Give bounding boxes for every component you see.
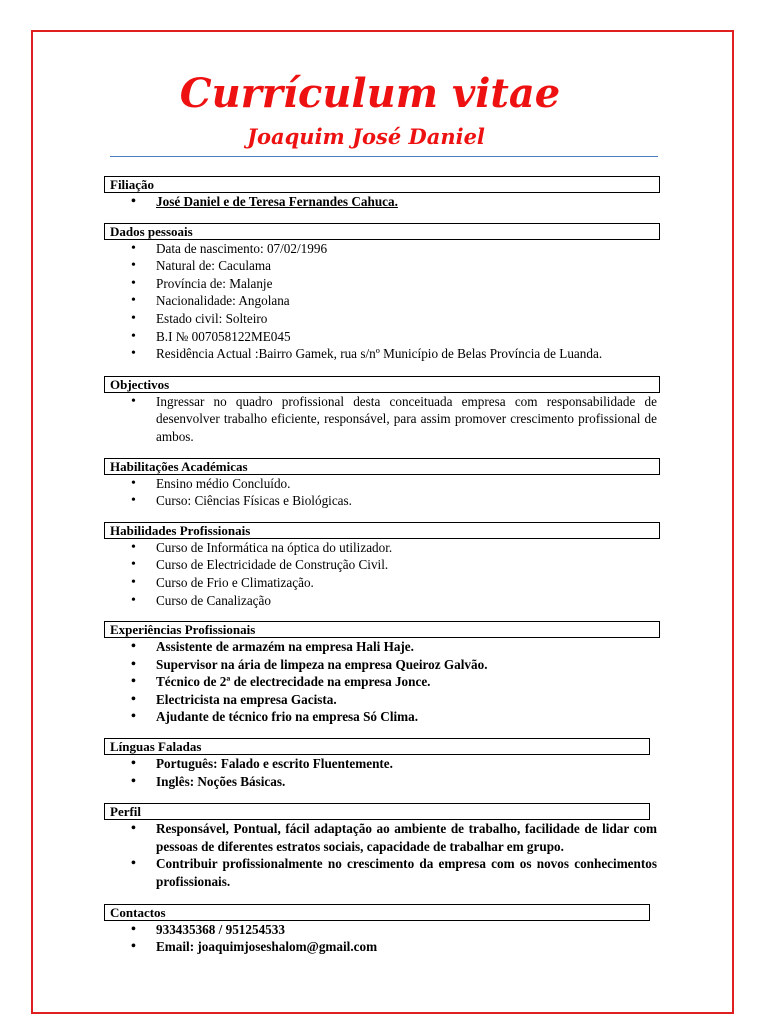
- title-divider: [110, 156, 658, 157]
- section-heading: Experiências Profissionais: [104, 621, 660, 638]
- section-objectivos: [104, 376, 660, 446]
- section-habilitacoes: [104, 458, 660, 510]
- filiacao-list: [104, 193, 660, 211]
- section-heading: Contactos: [104, 904, 650, 921]
- objectivos-list: [104, 393, 660, 446]
- list-item: • Curso de Canalização: [104, 592, 660, 610]
- list-item: • Electricista na empresa Gacista.: [104, 691, 660, 709]
- list-item: • Português: Falado e escrito Fluentemente.: [104, 755, 650, 773]
- list-item: • Ingressar no quadro profissional desta conceituada empresa com responsabilidade de desenvolver trabalho eficiente, responsável, para assim promover crescimento profissional de ambos.: [104, 393, 660, 446]
- list-item: • Contribuir profissionalmente no crescimento da empresa com os novos conhecimentos profissionais.: [104, 855, 660, 890]
- section-heading: Habilidades Profissionais: [104, 522, 660, 539]
- list-item: • Inglês: Noções Básicas.: [104, 773, 650, 791]
- section-heading: Línguas Faladas: [104, 738, 650, 755]
- list-item: • Ensino médio Concluído.: [104, 475, 660, 493]
- list-item: • Email: joaquimjoseshalom@gmail.com: [104, 938, 650, 956]
- section-dados-pessoais: [104, 223, 660, 363]
- document-title: Currículum vitae: [179, 70, 561, 117]
- dados-pessoais-list: [104, 240, 660, 363]
- list-item: • Província de: Malanje: [104, 275, 660, 293]
- section-perfil: [104, 803, 660, 890]
- list-item: • Natural de: Caculama: [104, 257, 660, 275]
- list-item: • Responsável, Pontual, fácil adaptação ao ambiente de trabalho, facilidade de lidar com pessoas de diferentes estratos sociais, capacidade de trabalhar em grupo.: [104, 820, 660, 855]
- list-item: • 933435368 / 951254533: [104, 921, 650, 939]
- list-item: • Ajudante de técnico frio na empresa Só Clima.: [104, 708, 660, 726]
- habilidades-list: [104, 539, 660, 609]
- perfil-list: [104, 820, 660, 890]
- list-item: • Curso de Electricidade de Construção Civil.: [104, 556, 660, 574]
- section-experiencias: [104, 621, 660, 726]
- list-item: • Data de nascimento: 07/02/1996: [104, 240, 660, 258]
- habilitacoes-list: [104, 475, 660, 510]
- list-item: • Nacionalidade: Angolana: [104, 292, 660, 310]
- candidate-name: Joaquim José Daniel: [247, 124, 485, 149]
- section-habilidades: [104, 522, 660, 609]
- section-heading: Habilitações Académicas: [104, 458, 660, 475]
- experiencias-list: [104, 638, 660, 726]
- section-contactos: [104, 904, 650, 956]
- list-item: • Supervisor na ária de limpeza na empresa Queiroz Galvão.: [104, 656, 660, 674]
- section-linguas: [104, 738, 650, 790]
- section-heading: Filiação: [104, 176, 660, 193]
- list-item: • Curso de Frio e Climatização.: [104, 574, 660, 592]
- list-item: • Estado civil: Solteiro: [104, 310, 660, 328]
- section-filiacao: [104, 176, 660, 211]
- list-item: • Assistente de armazém na empresa Hali Haje.: [104, 638, 660, 656]
- section-heading: Objectivos: [104, 376, 660, 393]
- cv-content: [104, 176, 660, 956]
- list-item: • Técnico de 2ª de electrecidade na empresa Jonce.: [104, 673, 660, 691]
- linguas-list: [104, 755, 650, 790]
- contactos-list: [104, 921, 650, 956]
- list-item: • José Daniel e de Teresa Fernandes Cahuca.: [104, 193, 660, 211]
- section-heading: Perfil: [104, 803, 650, 820]
- section-heading: Dados pessoais: [104, 223, 660, 240]
- list-item: • Residência Actual :Bairro Gamek, rua s/nº Município de Belas Província de Luanda.: [104, 345, 660, 363]
- list-item: • Curso de Informática na óptica do utilizador.: [104, 539, 660, 557]
- list-item: • Curso: Ciências Físicas e Biológicas.: [104, 492, 660, 510]
- list-item: • B.I № 007058122ME045: [104, 328, 660, 346]
